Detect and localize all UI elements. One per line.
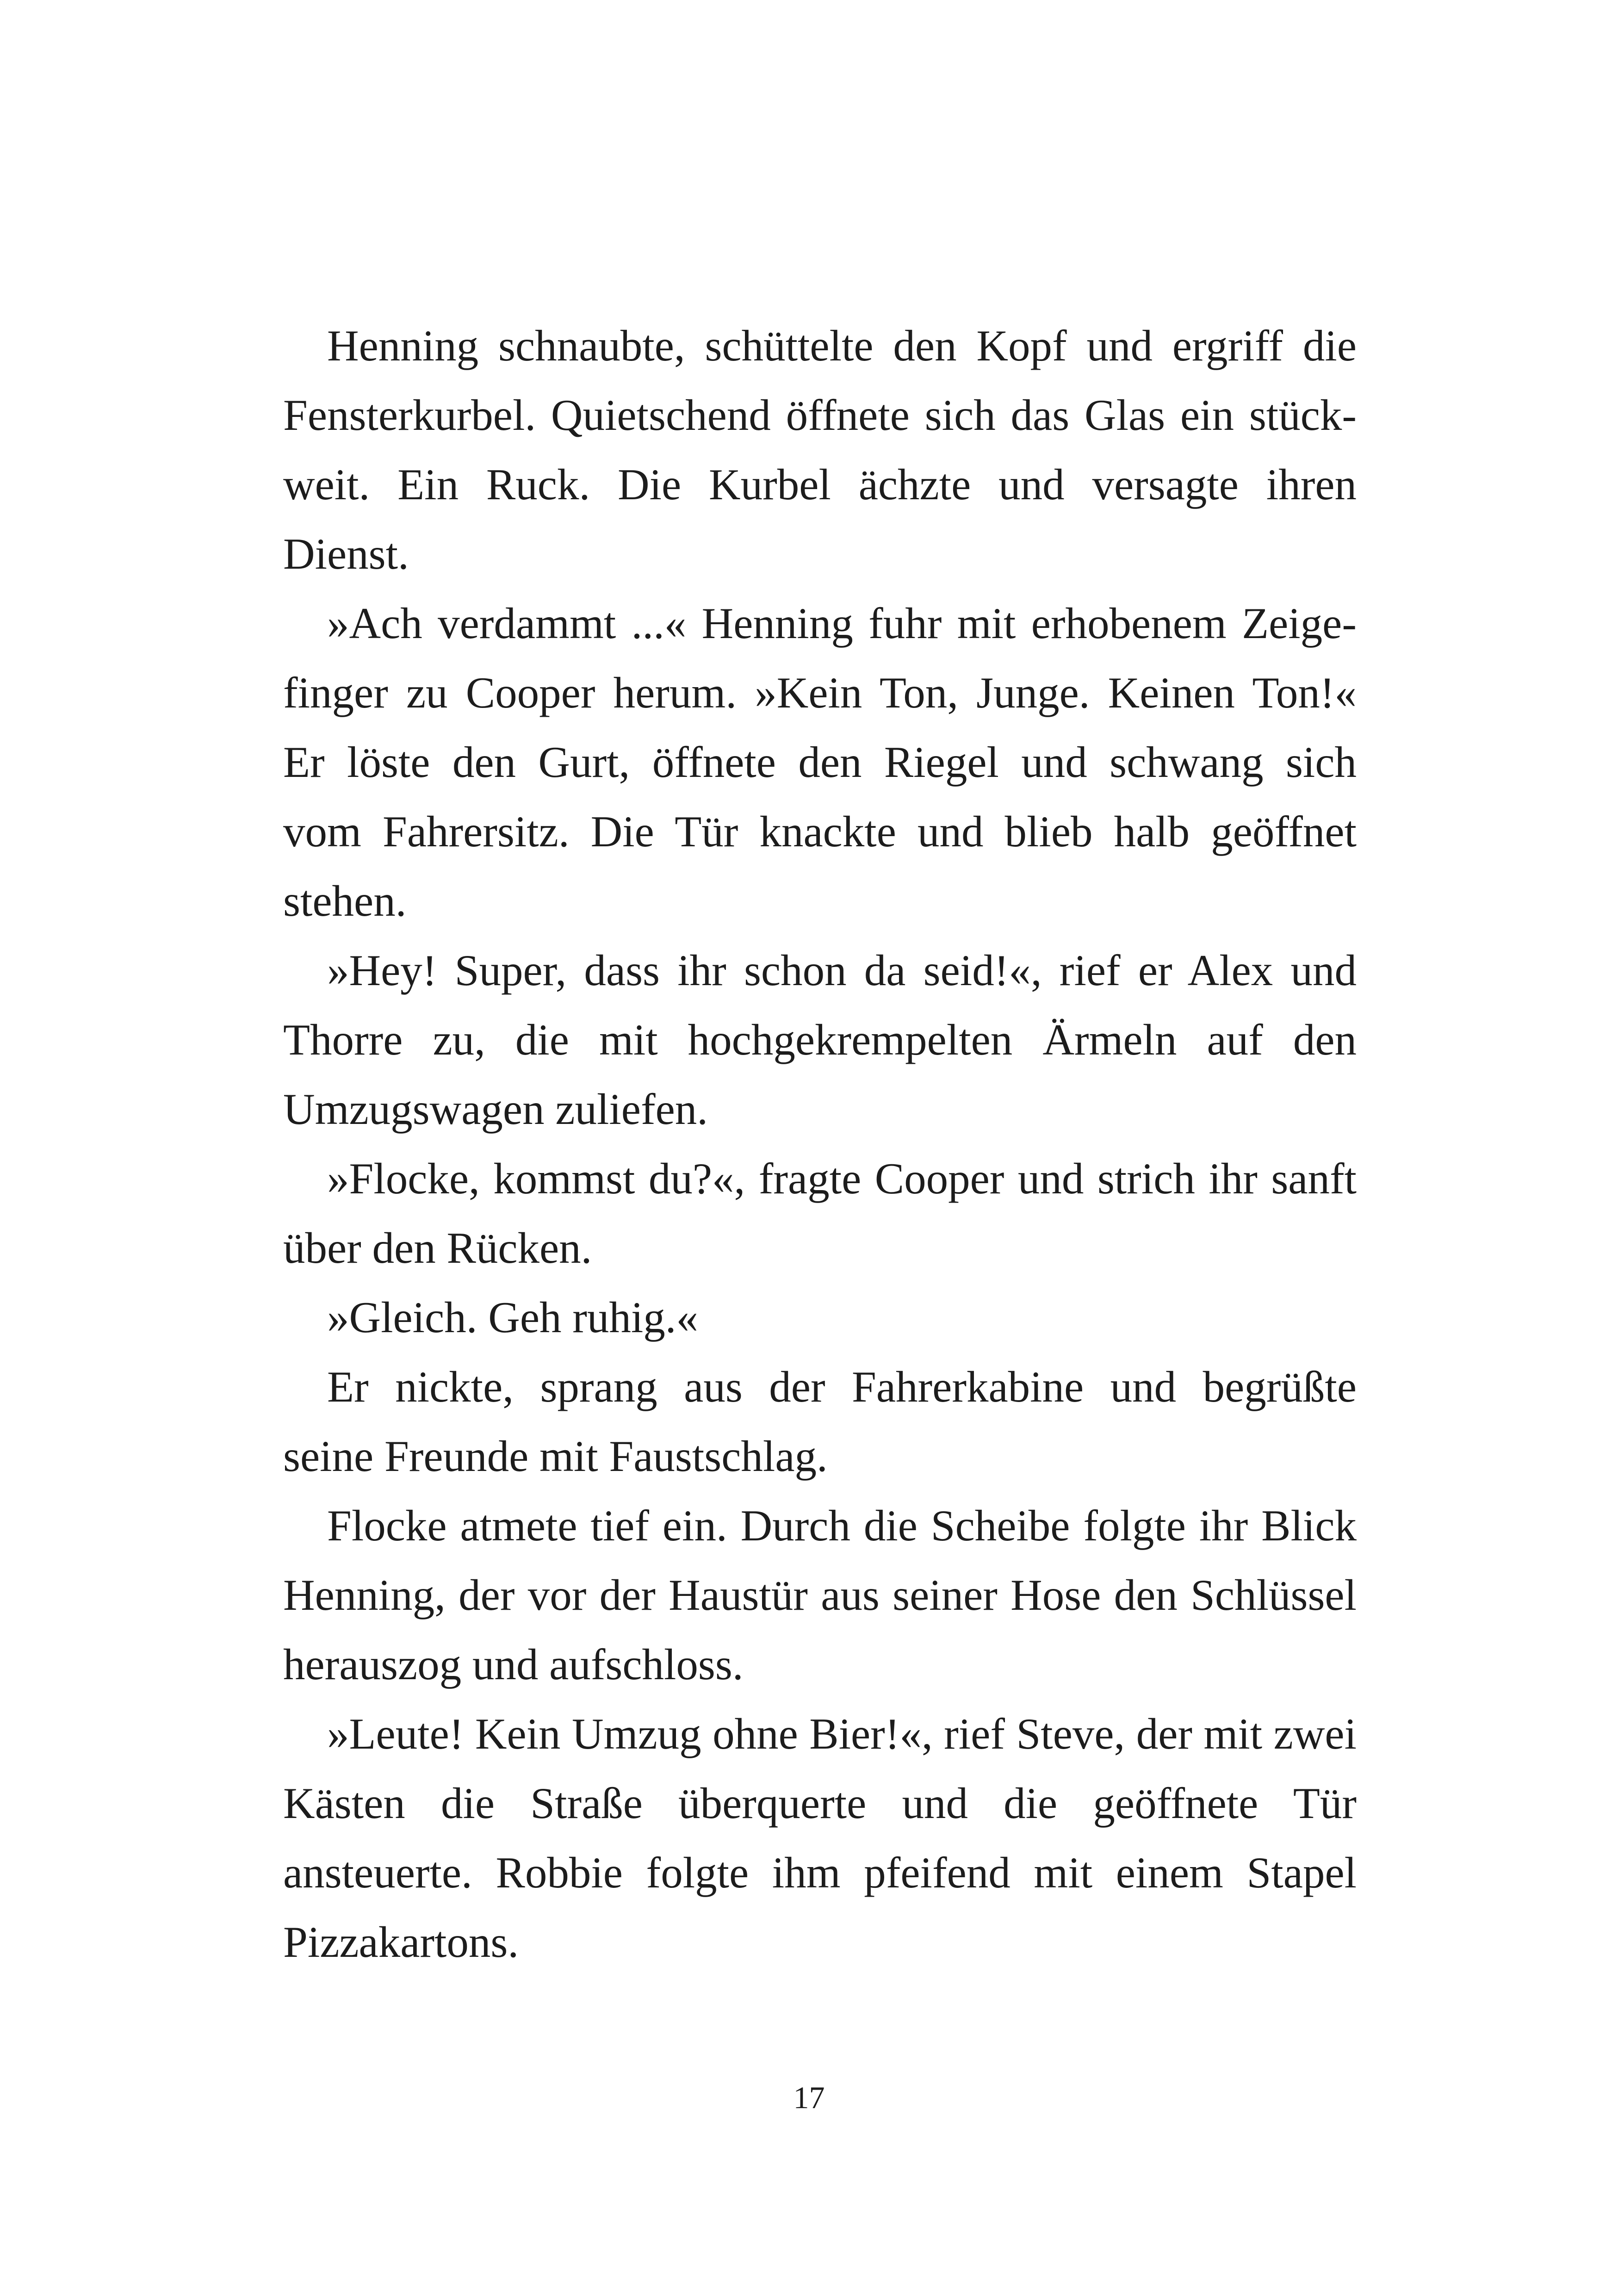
text-line: Pizzakartons. xyxy=(283,1917,519,1967)
text-line: ansteuerte. Robbie folgte ihm pfeifend mit einem Stapel xyxy=(283,1848,1357,1897)
paragraph-5 xyxy=(283,1283,1357,1352)
paragraph-4 xyxy=(283,1144,1357,1283)
text-line: Henning, der vor der Haustür aus seiner Hose den Schlüssel xyxy=(283,1570,1357,1620)
text-line: Henning schnaubte, schüttelte den Kopf und ergriff die xyxy=(327,321,1357,370)
paragraph-1 xyxy=(283,311,1357,589)
body-text xyxy=(283,311,1357,1977)
text-line: herauszog und aufschloss. xyxy=(283,1640,744,1689)
paragraph-8 xyxy=(283,1699,1357,1977)
text-line: stehen. xyxy=(283,876,407,925)
text-line: Fensterkurbel. Quietschend öffnete sich das Glas ein stück- xyxy=(283,391,1357,440)
text-line: Umzugswagen zuliefen. xyxy=(283,1085,708,1134)
text-line: vom Fahrersitz. Die Tür knackte und blieb halb geöffnet xyxy=(283,807,1357,856)
page-number: 17 xyxy=(793,2080,825,2115)
text-line: finger zu Cooper herum. »Kein Ton, Junge. Keinen Ton!« xyxy=(283,668,1357,717)
paragraph-6 xyxy=(283,1352,1357,1491)
text-line: »Hey! Super, dass ihr schon da seid!«, rief er Alex und xyxy=(327,946,1357,995)
text-line: »Flocke, kommst du?«, fragte Cooper und strich ihr sanft xyxy=(327,1154,1357,1203)
text-line: »Leute! Kein Umzug ohne Bier!«, rief Steve, der mit zwei xyxy=(327,1709,1357,1758)
text-line: Er nickte, sprang aus der Fahrerkabine und begrüßte xyxy=(327,1362,1357,1411)
paragraph-2 xyxy=(283,589,1357,936)
text-line: Kästen die Straße überquerte und die geöffnete Tür xyxy=(283,1779,1357,1828)
text-line: Er löste den Gurt, öffnete den Riegel und schwang sich xyxy=(283,738,1357,787)
text-line: »Ach verdammt ...« Henning fuhr mit erhobenem Zeige- xyxy=(327,599,1357,648)
text-line: seine Freunde mit Faustschlag. xyxy=(283,1432,828,1481)
paragraph-3 xyxy=(283,936,1357,1144)
text-line: über den Rücken. xyxy=(283,1223,592,1272)
text-line: Thorre zu, die mit hochgekrempelten Ärmeln auf den xyxy=(283,1015,1357,1064)
text-line: weit. Ein Ruck. Die Kurbel ächzte und versagte ihren xyxy=(283,460,1357,509)
text-line: Flocke atmete tief ein. Durch die Scheibe folgte ihr Blick xyxy=(327,1501,1357,1550)
paragraph-7 xyxy=(283,1491,1357,1699)
text-line: Dienst. xyxy=(283,529,409,578)
text-line: »Gleich. Geh ruhig.« xyxy=(327,1293,699,1342)
